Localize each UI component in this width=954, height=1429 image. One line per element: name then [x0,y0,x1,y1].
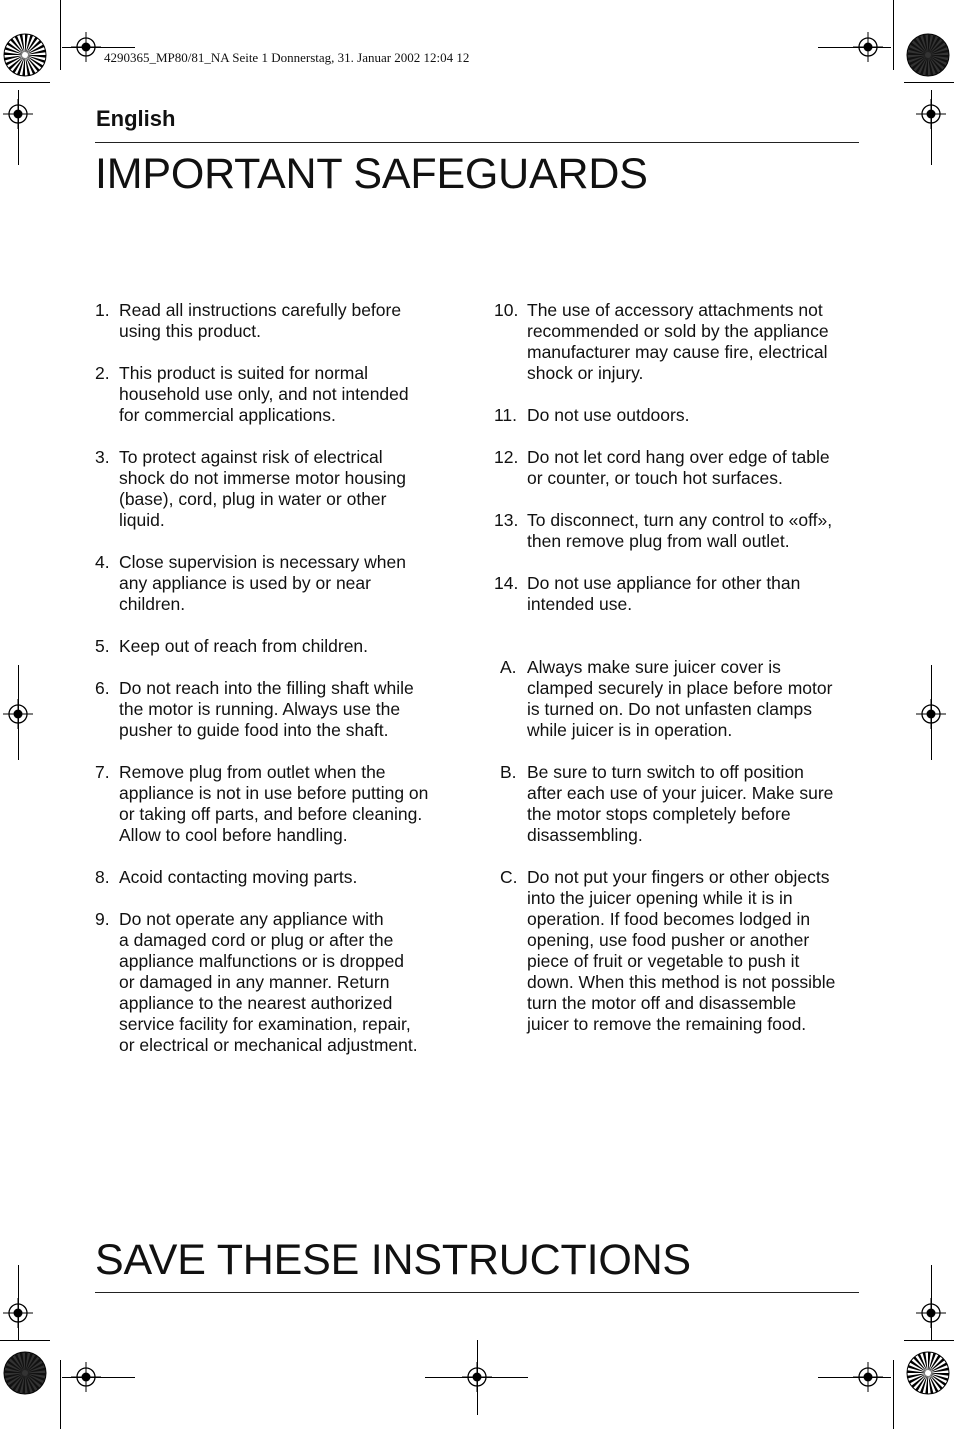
registration-crosshair-icon [916,699,946,729]
item-text [527,447,864,489]
list-item [95,363,470,426]
crop-line [904,82,954,83]
registration-crosshair-icon [916,99,946,129]
safeguard-list-continued [494,300,864,615]
item-text-line: or electrical or mechanical adjustment. [119,1035,418,1055]
item-number: 6. [95,678,110,698]
item-number: 12. [494,447,519,467]
spacer [494,636,864,657]
left-column [95,300,470,1077]
list-item [494,300,864,384]
item-text-line: (base), cord, plug in water or other [119,489,387,509]
item-text-line: clamped securely in place before motor [527,678,833,698]
item-text-line: into the juicer opening while it is in [527,888,793,908]
item-number: B. [500,762,517,782]
item-number: 10. [494,300,519,320]
item-text-line: after each use of your juicer. Make sure [527,783,834,803]
item-text [119,552,470,615]
crop-line [60,0,61,70]
registration-crosshair-icon [71,32,101,62]
safeguard-list [95,300,470,1056]
item-number: 13. [494,510,519,530]
registration-crosshair-icon [462,1362,492,1392]
item-text-line: shock or injury. [527,363,644,383]
item-text-line: piece of fruit or vegetable to push it [527,951,800,971]
item-text-line: juicer to remove the remaining food. [527,1014,807,1034]
list-item [95,636,470,657]
item-text [119,867,470,888]
item-text-line: pusher to guide food into the shaft. [119,720,389,740]
item-text-line: Do not operate any appliance with [119,909,384,929]
item-text-line: Always make sure juicer cover is [527,657,781,677]
item-text [119,447,470,531]
juicer-notes-list [494,657,864,1035]
registration-crosshair-icon [3,1298,33,1328]
print-color-bar-icon [906,1351,950,1395]
item-number: 14. [494,573,519,593]
item-text [527,510,864,552]
item-text-line: Do not reach into the filling shaft while [119,678,414,698]
item-text-line: To protect against risk of electrical [119,447,383,467]
item-text-line: operation. If food becomes lodged in [527,909,811,929]
print-info: 4290365_MP80/81_NA Seite 1 Donnerstag, 31. Januar 2002 12:04 12 [104,50,470,65]
item-number: 9. [95,909,110,929]
item-text [527,300,864,384]
registration-crosshair-icon [916,1298,946,1328]
registration-crosshair-icon [3,699,33,729]
list-item [494,573,864,615]
item-text [527,573,864,615]
item-number: 2. [95,363,110,383]
item-text-line: Acoid contacting moving parts. [119,867,358,887]
list-item [494,762,864,846]
crop-line [904,1340,954,1341]
item-number: C. [500,867,518,887]
item-text-line: Do not put your fingers or other objects [527,867,830,887]
item-text-line: Keep out of reach from children. [119,636,369,656]
item-text-line: intended use. [527,594,633,614]
list-item [95,552,470,615]
item-text [527,405,864,426]
item-text [119,636,470,657]
item-text-line: disassembling. [527,825,643,845]
item-text [119,762,470,846]
list-item [95,762,470,846]
list-item [494,447,864,489]
item-number: 1. [95,300,110,320]
item-text [119,300,470,342]
item-number: 4. [95,552,110,572]
item-text-line: is turned on. Do not unfasten clamps [527,699,813,719]
crop-line [60,1360,61,1429]
item-text-line: for commercial applications. [119,405,336,425]
list-item [494,867,864,1035]
bottom-rule [95,1292,859,1293]
item-text-line: To disconnect, turn any control to «off», [527,510,833,530]
item-text-line: The use of accessory attachments not [527,300,823,320]
item-text-line: appliance to the nearest authorized [119,993,393,1013]
item-number: 7. [95,762,110,782]
page-title: IMPORTANT SAFEGUARDS [95,150,648,198]
item-number: 11. [494,405,518,425]
item-text-line: using this product. [119,321,262,341]
item-text [527,867,864,1035]
footer-title: SAVE THESE INSTRUCTIONS [95,1236,691,1284]
item-text-line: while juicer is in operation. [527,720,733,740]
item-text [527,657,864,741]
item-text-line: the motor stops completely before [527,804,791,824]
item-text-line: the motor is running. Always use the [119,699,401,719]
list-item [494,510,864,552]
item-number: 8. [95,867,110,887]
right-column [494,300,864,1056]
item-text-line: appliance malfunctions or is dropped [119,951,405,971]
list-item [494,657,864,741]
item-text-line: recommended or sold by the appliance [527,321,829,341]
list-item [95,447,470,531]
print-color-bar-icon [3,33,47,77]
item-text-line: shock do not immerse motor housing [119,468,406,488]
item-text-line: children. [119,594,186,614]
item-text-line: then remove plug from wall outlet. [527,531,790,551]
registration-crosshair-icon [853,32,883,62]
list-item [95,300,470,342]
item-text [119,363,470,426]
item-text-line: any appliance is used by or near [119,573,371,593]
item-text-line: Allow to cool before handling. [119,825,348,845]
item-text-line: Do not use outdoors. [527,405,690,425]
item-text-line: or counter, or touch hot surfaces. [527,468,783,488]
crop-line [893,0,894,70]
item-number: 5. [95,636,110,656]
item-text-line: opening, use food pusher or another [527,930,810,950]
item-text-line: turn the motor off and disassemble [527,993,797,1013]
list-item [494,405,864,426]
top-rule [95,142,859,143]
list-item [95,678,470,741]
item-text-line: Read all instructions carefully before [119,300,402,320]
item-text-line: appliance is not in use before putting on [119,783,429,803]
item-text-line: a damaged cord or plug or after the [119,930,394,950]
item-text-line: service facility for examination, repair, [119,1014,411,1034]
list-item [95,867,470,888]
item-text [119,678,470,741]
item-text-line: Remove plug from outlet when the [119,762,386,782]
item-text-line: This product is suited for normal [119,363,368,383]
registration-crosshair-icon [3,99,33,129]
print-color-bar-icon [906,33,950,77]
item-text-line: or taking off parts, and before cleaning. [119,804,423,824]
item-text-line: down. When this method is not possible [527,972,836,992]
crop-line [893,1360,894,1429]
item-text-line: Close supervision is necessary when [119,552,406,572]
item-text-line: or damaged in any manner. Return [119,972,390,992]
list-item [95,909,470,1056]
crop-line [0,1340,50,1341]
print-color-bar-icon [3,1351,47,1395]
item-text-line: Do not use appliance for other than [527,573,801,593]
item-text-line: Be sure to turn switch to off position [527,762,804,782]
section-label: English [96,106,176,131]
item-number: A. [500,657,517,677]
crop-line [0,82,50,83]
item-text-line: liquid. [119,510,165,530]
registration-crosshair-icon [853,1362,883,1392]
registration-crosshair-icon [71,1362,101,1392]
item-text-line: manufacturer may cause fire, electrical [527,342,828,362]
item-text [119,909,470,1056]
item-text-line: household use only, and not intended [119,384,409,404]
item-text-line: Do not let cord hang over edge of table [527,447,830,467]
item-text [527,762,864,846]
item-number: 3. [95,447,110,467]
